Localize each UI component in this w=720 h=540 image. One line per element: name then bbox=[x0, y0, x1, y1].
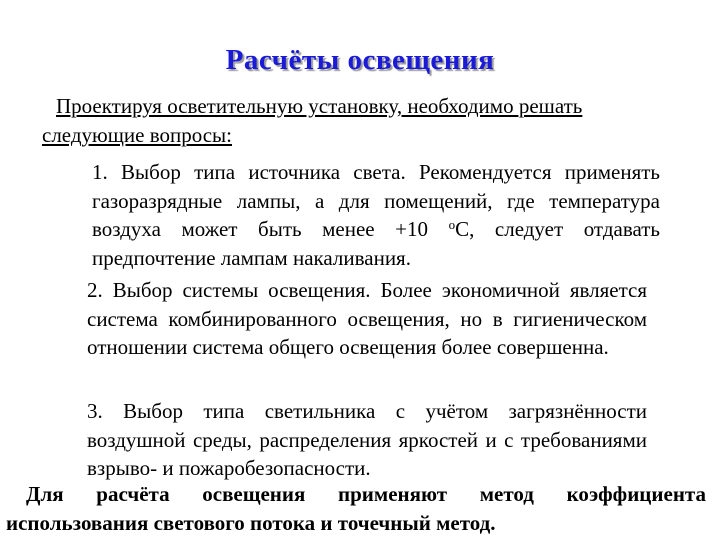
list-item-3: 3. Выбор типа светильника с учётом загрязнённости воздушной среды, распределения яркостей и с требованиями взрыво- и пожаробезопасности. bbox=[87, 399, 647, 480]
list-item-1-text-before: 1. Выбор типа источника света. Рекомендуется применять газоразрядные лампы, а для помещений, где температура воздуха может быть менее +10 bbox=[92, 160, 660, 241]
list-item-2: 2. Выбор системы освещения. Более экономичной является система комбинированного освещения, но в гигиеническом отношении система общего освещения более совершенна. bbox=[87, 278, 647, 359]
conclusion-text: Для расчёта освещения применяют метод коэффициента использования светового потока и точечный метод. bbox=[6, 482, 706, 535]
conclusion-paragraph bbox=[6, 480, 706, 538]
slide-title: Расчёты освещения bbox=[225, 44, 495, 76]
intro-paragraph bbox=[42, 92, 667, 150]
list-item-1 bbox=[92, 158, 660, 272]
degree-superscript: о bbox=[448, 217, 456, 232]
list-item-1-text-after: С, следует отдавать предпочтение лампам накаливания. bbox=[92, 217, 660, 270]
intro-text: Проектируя осветительную установку, необходимо решать следующие вопросы: bbox=[42, 94, 583, 147]
